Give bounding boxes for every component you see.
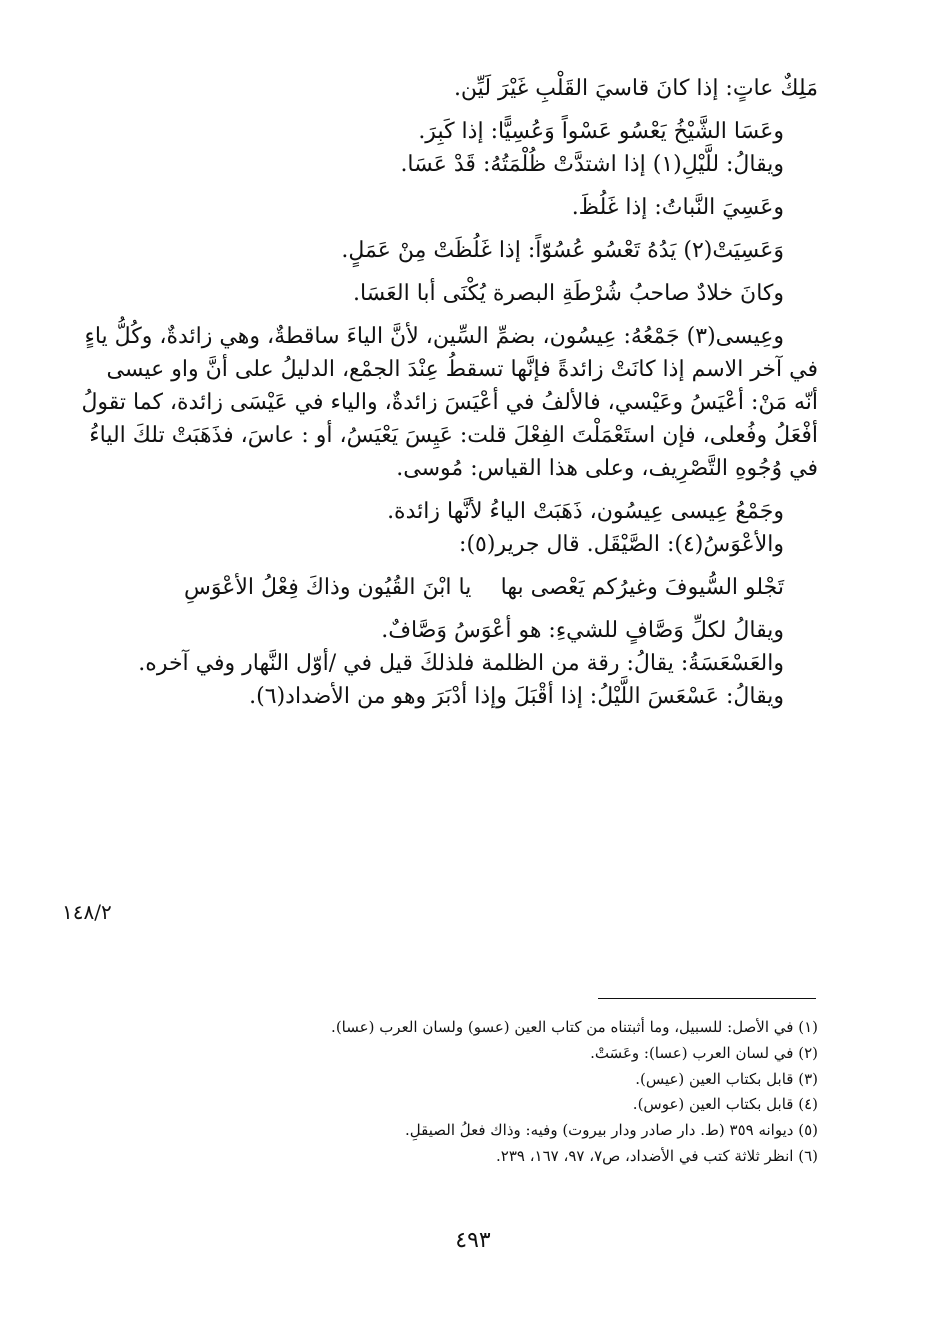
- footnote: (٦) انظر ثلاثة كتب في الأضداد، ص٧، ٩٧، ١٦٧، ٢٣٩.: [495, 1146, 818, 1165]
- footnote-divider: [598, 998, 816, 999]
- verse-first-hemistich: تَجْلو السُّيوفَ وغيرُكم يَعْصى بها: [500, 575, 784, 600]
- text-line: أفْعَلُ وفُعلى، فإن استَعْمَلْتَ الفِعْلَ قلت: عَيِسَ يَعْيَسُ، أو : عاسَ، فذَهَبَتْ تلكَ الياءُ: [89, 423, 818, 448]
- text-line: ويقالُ: للَّيْلِ(١) إذا اشتدَّتْ ظُلْمَتُهُ: قَدْ عَسَا.: [400, 152, 784, 177]
- text-line: وَعَسِيَتْ(٢) يَدُهُ تَعْسُو عُسُوّاً: إذا غَلُظَتْ مِنْ عَمَلٍ.: [341, 238, 784, 263]
- text-line: والعَسْعَسَةُ: يقالُ: رقة من الظلمة فلذلكَ قيل في /أوّل النَّهار وفي آخره.: [138, 651, 784, 676]
- text-line: في آخر الاسم إذا كانَتْ زائدةً فإنَّها تسقطُ عِنْدَ الجمْع، الدليلُ على أنَّ واو عيسى: [106, 357, 818, 382]
- text-line: وعِيسى(٣) جَمْعُهُ: عِيسُون، بضمِّ السِّين، لأنَّ الياءَ ساقطةٌ، وهي زائدةٌ، وكُلُّ ياءٍ: [84, 324, 784, 349]
- text-line: ويقالُ: عَسْعَسَ اللَّيْلُ: إذا أقْبَلَ وإذا أدْبَرَ وهو من الأضداد(٦).: [249, 684, 784, 709]
- text-line: والأعْوَسُ(٤): الصَّيْقَل. قال جرير(٥):: [459, 532, 784, 557]
- text-line: مَلِكٌ عاتٍ: إذا كانَ قاسيَ القَلْبِ غَيْرَ لَيِّن.: [453, 76, 818, 101]
- margin-page-reference: ١٤٨/٢: [62, 900, 112, 924]
- footnote: (١) في الأصل: للسبيل، وما أثبتناه من كتاب العين (عسو) ولسان العرب (عسا).: [331, 1018, 818, 1036]
- footnote: (٣) قابل بكتاب العين (عيس).: [635, 1069, 818, 1088]
- verse-second-hemistich: يا ابْنَ القُيُون وذاكَ فِعْلُ الأعْوَسِ: [184, 575, 472, 600]
- footnote: (٢) في لسان العرب (عسا): وعَسَتْ.: [590, 1043, 818, 1062]
- text-line: وعَسِيَ النَّباتُ: إذا غَلُظَ.: [571, 195, 784, 220]
- footnote: (٥) ديوانه ٣٥٩ (ط. دار صادر ودار بيروت) وفيه: وذاك فعلُ الصيقلِ.: [405, 1121, 818, 1140]
- poem-verse: [184, 571, 784, 604]
- text-line: في وُجُوهِ التَّصْرِيف، وعلى هذا القياس: مُوسى.: [396, 456, 818, 481]
- text-line: ويقالُ لكلِّ وَصَّافٍ للشيءِ: هو أعْوَسُ وَصَّافٌ.: [381, 618, 784, 643]
- text-line: أنّه مَنْ: أعْيَسُ وعَيْسي، فالألفُ في أعْيَسَ زائدةٌ، والياء في عَيْسَى زائدة، كما تقولُ: [81, 390, 818, 415]
- text-line: وجَمْعُ عِيسى عِيسُون، ذَهَبَتْ الياءُ لأنَّها زائدة.: [387, 499, 784, 524]
- main-text: [81, 72, 818, 713]
- footnotes: [118, 1015, 818, 1170]
- text-line: وعَسَا الشَّيْخُ يَعْسُو عَسْواً وَعُسِيًّا: إذا كَبِرَ.: [418, 119, 784, 144]
- text-line: وكانَ خلادٌ صاحبُ شُرْطَةِ البصرة يُكْنَى أبا العَسَا.: [352, 281, 784, 306]
- footnote: (٤) قابل بكتاب العين (عوس).: [632, 1095, 818, 1114]
- page-number: ٤٩٣: [455, 1228, 491, 1253]
